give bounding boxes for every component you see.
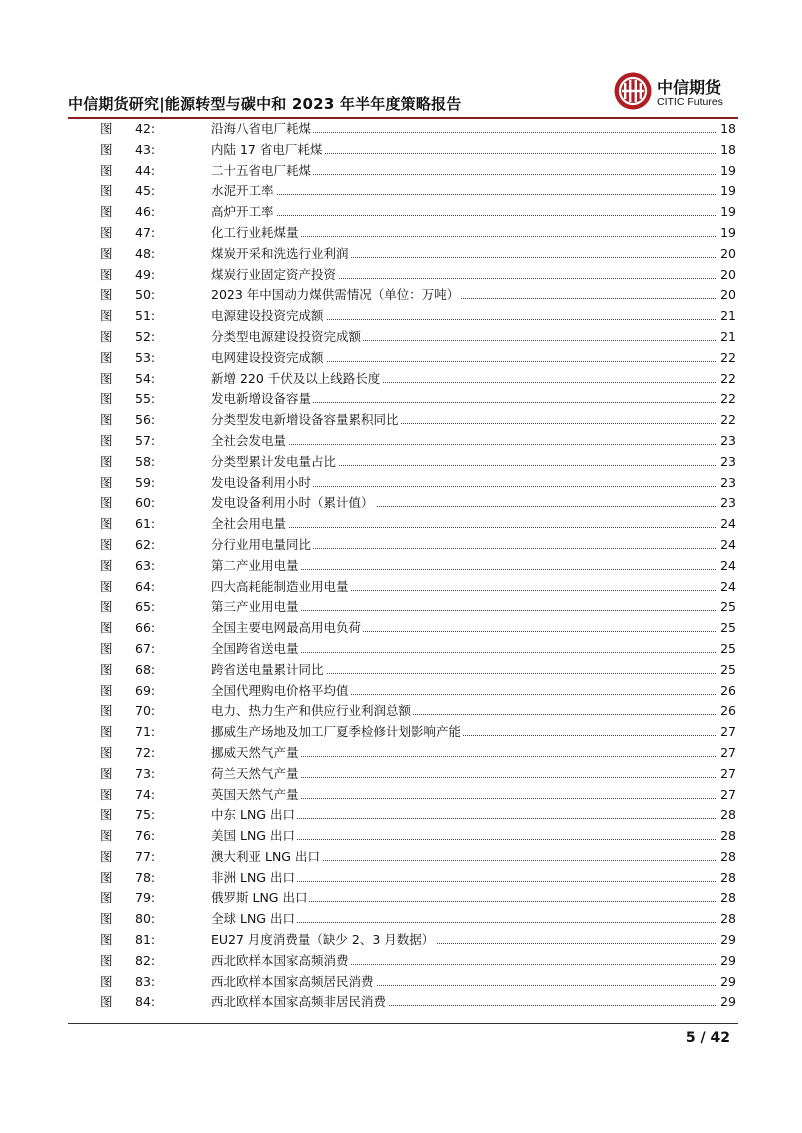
figure-label: 图 [100, 744, 118, 760]
footer-divider [68, 1023, 738, 1024]
company-logo [613, 71, 733, 115]
page-ref[interactable]: 20 [718, 265, 736, 286]
figure-label: 图 [100, 141, 118, 157]
figure-title-link[interactable]: 第三产业用电量 [211, 597, 301, 618]
figure-title-link[interactable]: 内陆 17 省电厂耗煤 [211, 140, 324, 161]
figure-title-link[interactable]: 分行业用电量同比 [211, 535, 313, 556]
figure-number: 46: [135, 204, 156, 220]
figure-number: 42: [135, 121, 156, 136]
toc-entry[interactable] [100, 951, 738, 972]
toc-entry[interactable] [100, 805, 738, 826]
figure-label: 图 [100, 599, 118, 615]
page-ref[interactable]: 27 [718, 722, 736, 743]
toc-entry[interactable] [100, 348, 738, 369]
toc-entry[interactable] [100, 265, 738, 286]
figure-title-link[interactable]: 全国主要电网最高用电负荷 [211, 618, 363, 639]
toc-entry[interactable] [100, 972, 738, 993]
figure-title-link[interactable]: 全球 LNG 出口 [211, 909, 297, 930]
figure-label: 图 [100, 328, 118, 344]
page-ref[interactable]: 20 [718, 285, 736, 306]
figure-label: 图 [100, 703, 118, 719]
figure-label: 图 [100, 661, 118, 677]
toc-entry[interactable] [100, 826, 738, 847]
figure-title-link[interactable]: 全社会用电量 [211, 514, 288, 535]
page-ref[interactable]: 28 [718, 847, 736, 868]
figure-title-link[interactable]: 全国代理购电价格平均值 [211, 681, 351, 702]
figure-title-link[interactable]: 俄罗斯 LNG 出口 [211, 888, 309, 909]
figure-label: 图 [100, 121, 118, 136]
toc-entry[interactable] [100, 161, 738, 182]
toc-entry[interactable] [100, 473, 738, 494]
page-ref[interactable]: 22 [718, 348, 736, 369]
page-ref[interactable]: 24 [718, 514, 736, 535]
figure-title-link[interactable]: 电源建设投资完成额 [211, 306, 326, 327]
page-ref[interactable]: 25 [718, 618, 736, 639]
figure-title-link[interactable]: 挪威天然气产量 [211, 743, 301, 764]
figure-list [100, 119, 738, 1013]
figure-label: 图 [100, 412, 118, 428]
figure-label: 图 [100, 370, 118, 386]
figure-number: 72: [135, 744, 156, 760]
figure-label: 图 [100, 807, 118, 823]
figure-number: 44: [135, 162, 156, 178]
page-ref[interactable]: 23 [718, 431, 736, 452]
figure-title-link[interactable]: 挪威生产场地及加工厂夏季检修计划影响产能 [211, 722, 463, 743]
page-ref[interactable]: 27 [718, 764, 736, 785]
figure-number: 58: [135, 453, 156, 469]
page-ref[interactable]: 25 [718, 597, 736, 618]
figure-title-link[interactable]: 煤炭行业固定资产投资 [211, 265, 338, 286]
toc-entry[interactable] [100, 743, 738, 764]
figure-label: 图 [100, 911, 118, 927]
toc-entry[interactable] [100, 181, 738, 202]
page-ref[interactable]: 25 [718, 639, 736, 660]
figure-number: 52: [135, 328, 156, 344]
figure-number: 53: [135, 349, 156, 365]
figure-title-link[interactable]: 跨省送电量累计同比 [211, 660, 326, 681]
figure-label: 图 [100, 308, 118, 324]
toc-entry[interactable] [100, 514, 738, 535]
figure-title-link[interactable]: 新增 220 千伏及以上线路长度 [211, 369, 382, 390]
toc-entry[interactable] [100, 285, 738, 306]
toc-entry[interactable] [100, 764, 738, 785]
figure-title-link[interactable]: 高炉开工率 [211, 202, 276, 223]
toc-entry[interactable] [100, 140, 738, 161]
figure-title-link[interactable]: 沿海八省电厂耗煤 [211, 119, 313, 140]
figure-title-link[interactable]: 四大高耗能制造业用电量 [211, 577, 351, 598]
page-ref[interactable]: 27 [718, 743, 736, 764]
figure-label: 图 [100, 536, 118, 552]
page-ref[interactable]: 21 [718, 327, 736, 348]
figure-number: 59: [135, 474, 156, 490]
page-ref[interactable]: 23 [718, 452, 736, 473]
page-ref[interactable]: 28 [718, 826, 736, 847]
figure-number: 67: [135, 640, 156, 656]
figure-number: 62: [135, 536, 156, 552]
page-ref[interactable]: 28 [718, 909, 736, 930]
figure-title-link[interactable]: 电力、热力生产和供应行业利润总额 [211, 701, 413, 722]
figure-title-link[interactable]: 发电新增设备容量 [211, 389, 313, 410]
figure-label: 图 [100, 224, 118, 240]
figure-label: 图 [100, 869, 118, 885]
toc-entry[interactable] [100, 119, 738, 140]
figure-number: 68: [135, 661, 156, 677]
page-ref[interactable]: 22 [718, 410, 736, 431]
logo-english-name: CITIC Futures [657, 96, 723, 108]
page-ref[interactable]: 24 [718, 577, 736, 598]
page-ref[interactable]: 22 [718, 369, 736, 390]
figure-title-link[interactable]: 中东 LNG 出口 [211, 805, 297, 826]
toc-entry[interactable] [100, 410, 738, 431]
toc-entry[interactable] [100, 618, 738, 639]
figure-number: 48: [135, 245, 156, 261]
figure-number: 77: [135, 848, 156, 864]
toc-entry[interactable] [100, 452, 738, 473]
toc-entry[interactable] [100, 244, 738, 265]
toc-entry[interactable] [100, 369, 738, 390]
toc-entry[interactable] [100, 389, 738, 410]
toc-entry[interactable] [100, 888, 738, 909]
figure-label: 图 [100, 994, 118, 1010]
figure-label: 图 [100, 724, 118, 740]
figure-number: 71: [135, 724, 156, 740]
toc-entry[interactable] [100, 930, 738, 951]
figure-label: 图 [100, 557, 118, 573]
figure-number: 79: [135, 890, 156, 906]
figure-label: 图 [100, 620, 118, 636]
figure-number: 65: [135, 599, 156, 615]
figure-title-link[interactable]: 分类型发电新增设备容量累积同比 [211, 410, 401, 431]
toc-entry[interactable] [100, 493, 738, 514]
figure-label: 图 [100, 848, 118, 864]
figure-label: 图 [100, 578, 118, 594]
figure-title-link[interactable]: 分类型累计发电量占比 [211, 452, 338, 473]
figure-number: 83: [135, 973, 156, 989]
figure-number: 74: [135, 786, 156, 802]
toc-entry[interactable] [100, 847, 738, 868]
figure-number: 82: [135, 952, 156, 968]
figure-number: 50: [135, 287, 156, 303]
page-ref[interactable]: 22 [718, 389, 736, 410]
page-ref[interactable]: 21 [718, 306, 736, 327]
figure-title-link[interactable]: EU27 月度消费量（缺少 2、3 月数据） [211, 930, 436, 951]
figure-label: 图 [100, 786, 118, 802]
figure-label: 图 [100, 890, 118, 906]
figure-label: 图 [100, 495, 118, 511]
toc-entry[interactable] [100, 639, 738, 660]
figure-title-link[interactable]: 2023 年中国动力煤供需情况（单位：万吨） [211, 285, 461, 306]
figure-number: 43: [135, 141, 156, 157]
figure-title-link[interactable]: 非洲 LNG 出口 [211, 868, 297, 889]
toc-entry[interactable] [100, 701, 738, 722]
page-ref[interactable]: 19 [718, 223, 736, 244]
toc-entry[interactable] [100, 535, 738, 556]
logo-chinese-name: 中信期货 [657, 78, 722, 97]
page-ref[interactable]: 28 [718, 868, 736, 889]
page-ref[interactable]: 29 [718, 930, 736, 951]
figure-number: 84: [135, 994, 156, 1010]
figure-title-link[interactable]: 荷兰天然气产量 [211, 764, 301, 785]
toc-entry[interactable] [100, 681, 738, 702]
figure-label: 图 [100, 640, 118, 656]
figure-title-link[interactable]: 西北欧样本国家高频居民消费 [211, 972, 376, 993]
figure-label: 图 [100, 453, 118, 469]
toc-entry[interactable] [100, 909, 738, 930]
page-ref[interactable]: 23 [718, 473, 736, 494]
figure-number: 63: [135, 557, 156, 573]
figure-title-link[interactable]: 二十五省电厂耗煤 [211, 161, 313, 182]
figure-title-link[interactable]: 澳大利亚 LNG 出口 [211, 847, 322, 868]
figure-title-link[interactable]: 电网建设投资完成额 [211, 348, 326, 369]
figure-label: 图 [100, 932, 118, 948]
toc-entry[interactable] [100, 992, 738, 1013]
page-ref[interactable]: 24 [718, 535, 736, 556]
figure-number: 70: [135, 703, 156, 719]
figure-number: 57: [135, 432, 156, 448]
figure-title-link[interactable]: 发电设备利用小时（累计值） [211, 493, 376, 514]
page-ref[interactable]: 23 [718, 493, 736, 514]
figure-title-link[interactable]: 西北欧样本国家高频消费 [211, 951, 351, 972]
figure-label: 图 [100, 765, 118, 781]
figure-title-link[interactable]: 西北欧样本国家高频非居民消费 [211, 992, 388, 1013]
page-ref[interactable]: 29 [718, 992, 736, 1013]
page-ref[interactable]: 26 [718, 701, 736, 722]
page-ref[interactable]: 26 [718, 681, 736, 702]
page-ref[interactable]: 28 [718, 888, 736, 909]
page-ref[interactable]: 25 [718, 660, 736, 681]
figure-label: 图 [100, 391, 118, 407]
figure-number: 56: [135, 412, 156, 428]
figure-label: 图 [100, 183, 118, 199]
figure-number: 76: [135, 828, 156, 844]
figure-label: 图 [100, 828, 118, 844]
page-ref[interactable]: 24 [718, 556, 736, 577]
figure-number: 55: [135, 391, 156, 407]
page-ref[interactable]: 19 [718, 181, 736, 202]
figure-number: 75: [135, 807, 156, 823]
dot-leader [211, 194, 716, 195]
figure-number: 60: [135, 495, 156, 511]
page-ref[interactable]: 28 [718, 805, 736, 826]
toc-entry[interactable] [100, 202, 738, 223]
figure-number: 54: [135, 370, 156, 386]
report-title: 中信期货研究|能源转型与碳中和 2023 年半年度策略报告 [68, 95, 462, 113]
figure-label: 图 [100, 349, 118, 365]
toc-entry[interactable] [100, 722, 738, 743]
figure-label: 图 [100, 287, 118, 303]
figure-number: 45: [135, 183, 156, 199]
toc-entry[interactable] [100, 327, 738, 348]
figure-number: 80: [135, 911, 156, 927]
figure-title-link[interactable]: 分类型电源建设投资完成额 [211, 327, 363, 348]
toc-entry[interactable] [100, 306, 738, 327]
page-ref[interactable]: 19 [718, 161, 736, 182]
figure-number: 66: [135, 620, 156, 636]
figure-label: 图 [100, 682, 118, 698]
toc-entry[interactable] [100, 597, 738, 618]
figure-number: 69: [135, 682, 156, 698]
page-ref[interactable]: 18 [718, 140, 736, 161]
page-ref[interactable]: 29 [718, 972, 736, 993]
dot-leader [211, 215, 716, 216]
figure-number: 64: [135, 578, 156, 594]
figure-number: 73: [135, 765, 156, 781]
page-ref[interactable]: 18 [718, 119, 736, 140]
figure-label: 图 [100, 245, 118, 261]
figure-title-link[interactable]: 化工行业耗煤量 [211, 223, 301, 244]
figure-title-link[interactable]: 第二产业用电量 [211, 556, 301, 577]
figure-label: 图 [100, 266, 118, 282]
figure-number: 47: [135, 224, 156, 240]
figure-label: 图 [100, 204, 118, 220]
figure-title-link[interactable]: 英国天然气产量 [211, 785, 301, 806]
figure-title-link[interactable]: 发电设备利用小时 [211, 473, 313, 494]
page-ref[interactable]: 20 [718, 244, 736, 265]
figure-label: 图 [100, 432, 118, 448]
figure-title-link[interactable]: 美国 LNG 出口 [211, 826, 297, 847]
toc-entry[interactable] [100, 431, 738, 452]
toc-entry[interactable] [100, 556, 738, 577]
figure-number: 61: [135, 516, 156, 532]
figure-label: 图 [100, 474, 118, 490]
toc-entry[interactable] [100, 223, 738, 244]
figure-title-link[interactable]: 全社会发电量 [211, 431, 288, 452]
citic-logo-icon [613, 71, 653, 111]
figure-number: 78: [135, 869, 156, 885]
page-number: 5 / 42 [685, 1030, 730, 1046]
figure-title-link[interactable]: 煤炭开采和洗选行业利润 [211, 244, 351, 265]
figure-number: 51: [135, 308, 156, 324]
page-ref[interactable]: 19 [718, 202, 736, 223]
figure-title-link[interactable]: 全国跨省送电量 [211, 639, 301, 660]
figure-label: 图 [100, 162, 118, 178]
figure-label: 图 [100, 516, 118, 532]
page-ref[interactable]: 29 [718, 951, 736, 972]
figure-label: 图 [100, 973, 118, 989]
figure-number: 81: [135, 932, 156, 948]
figure-number: 49: [135, 266, 156, 282]
toc-entry[interactable] [100, 785, 738, 806]
toc-entry[interactable] [100, 577, 738, 598]
toc-entry[interactable] [100, 660, 738, 681]
figure-label: 图 [100, 952, 118, 968]
figure-title-link[interactable]: 水泥开工率 [211, 181, 276, 202]
toc-entry[interactable] [100, 868, 738, 889]
page-ref[interactable]: 27 [718, 785, 736, 806]
